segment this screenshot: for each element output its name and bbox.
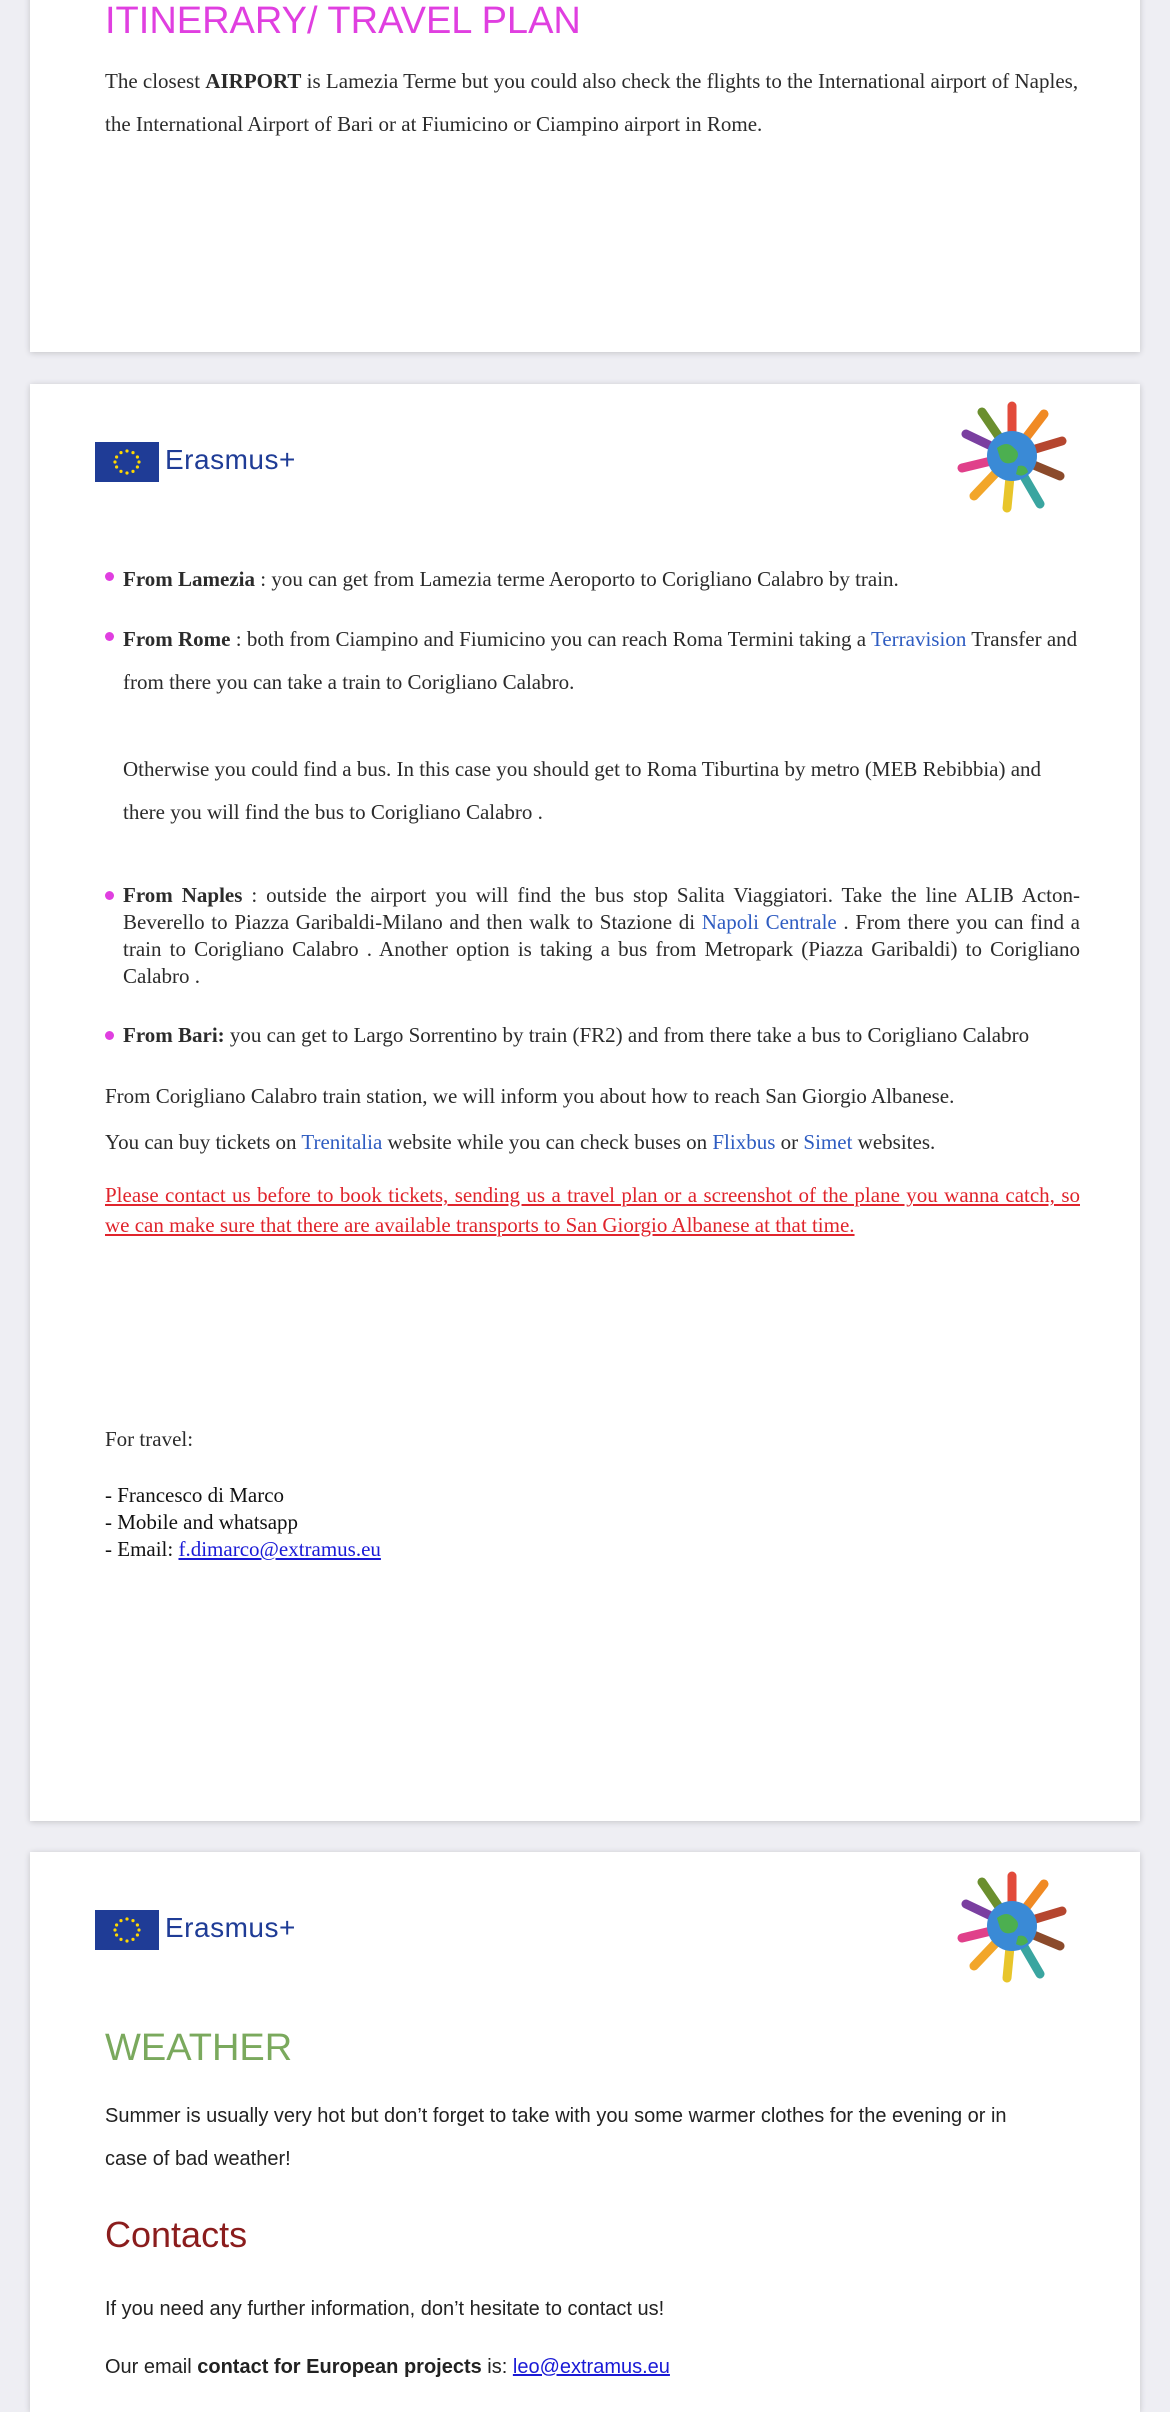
napoli-centrale-link[interactable]: Napoli Centrale	[701, 910, 837, 934]
bullet-icon	[105, 632, 114, 641]
document-page-2	[30, 384, 1140, 1821]
rome-otherwise-paragraph: Otherwise you could find a bus. In this case you should get to Roma Tiburtina by metro (MEB Rebibbia) and there you will find the bus to Corigliano Calabro .	[123, 757, 1042, 824]
erasmus-logo	[95, 1888, 315, 1998]
projects-email-link[interactable]: leo@extramus.eu	[512, 2356, 670, 2378]
list-item-rome: From Rome : both from Ciampino and Fiumicino you can reach Roma Termini taking a Terravision Transfer and from there you can take a train to Corigliano Calabro.	[105, 618, 1080, 704]
eu-flag-icon	[95, 442, 159, 482]
trenitalia-link[interactable]: Trenitalia	[301, 1130, 383, 1154]
document-page-1	[30, 0, 1140, 352]
erasmus-label: Erasmus+	[165, 1912, 296, 1943]
simet-link[interactable]: Simet	[803, 1130, 853, 1154]
contact-name: - Francesco di Marco	[105, 1483, 285, 1507]
weather-paragraph: Summer is usually very hot but don’t forget to take with you some warmer clothes for the evening or in case of bad weather!	[105, 2105, 1007, 2170]
itinerary-title: ITINERARY/ TRAVEL PLAN	[105, 0, 581, 42]
for-travel-label: For travel:	[105, 1427, 194, 1451]
bullet-icon	[105, 1031, 114, 1040]
flixbus-link[interactable]: Flixbus	[712, 1130, 776, 1154]
bullet-icon	[105, 572, 114, 581]
contact-email-link[interactable]: f.dimarco@extramus.eu	[178, 1537, 381, 1561]
bullet-icon	[105, 891, 114, 900]
contacts-title: Contacts	[105, 2214, 248, 2255]
eu-flag-icon	[95, 1910, 159, 1950]
airport-paragraph: The closest AIRPORT is Lamezia Terme but you could also check the flights to the International airport of Naples, the International Airport of Bari or at Fiumicino or Ciampino airport in Rome.	[105, 69, 1079, 136]
erasmus-label: Erasmus+	[165, 444, 296, 475]
list-item-bari: From Bari: you can get to Largo Sorrentino by train (FR2) and from there take a bus to Corigliano Calabro	[105, 1022, 1080, 1049]
contact-mobile: - Mobile and whatsapp	[105, 1510, 299, 1534]
airport-bold: AIRPORT	[205, 69, 302, 93]
document-page-3	[30, 1852, 1140, 2412]
contacts-paragraph: If you need any further information, don’t hesitate to contact us!	[105, 2298, 665, 2320]
booking-warning: Please contact us before to book tickets, sending us a travel plan or a screenshot of the plane you wanna catch, so we can make sure that there are available transports to San Giorgio Albanese at that time.	[105, 1183, 1080, 1237]
terravision-link[interactable]: Terravision	[870, 627, 967, 651]
erasmus-logo	[95, 420, 315, 530]
list-item-naples: From Naples : outside the airport you will find the bus stop Salita Viaggiatori. Take the line ALIB Acton-Beverello to Piazza Garibaldi-Milano and then walk to Stazione di Napoli Centrale . From there you can find a train to Corigliano Calabro . Another option is taking a bus from Metropark (Piazza Garibaldi) to Corigliano Calabro .	[105, 882, 1080, 990]
world-hands-icon	[952, 1866, 1072, 1986]
contact-email-row: - Email: f.dimarco@extramus.eu	[105, 1537, 381, 1561]
weather-title: WEATHER	[105, 2027, 293, 2069]
list-item-lamezia: From Lamezia : you can get from Lamezia terme Aeroporto to Corigliano Calabro by train.	[105, 558, 1080, 601]
tickets-paragraph: You can buy tickets on Trenitalia website while you can check buses on Flixbus or Simet websites.	[105, 1130, 936, 1154]
station-info: From Corigliano Calabro train station, we will inform you about how to reach San Giorgio Albanese.	[105, 1084, 955, 1108]
travel-contact	[105, 1482, 381, 1563]
contacts-email-row: Our email contact for European projects is: leo@extramus.eu	[105, 2356, 670, 2378]
world-hands-icon	[952, 396, 1072, 516]
